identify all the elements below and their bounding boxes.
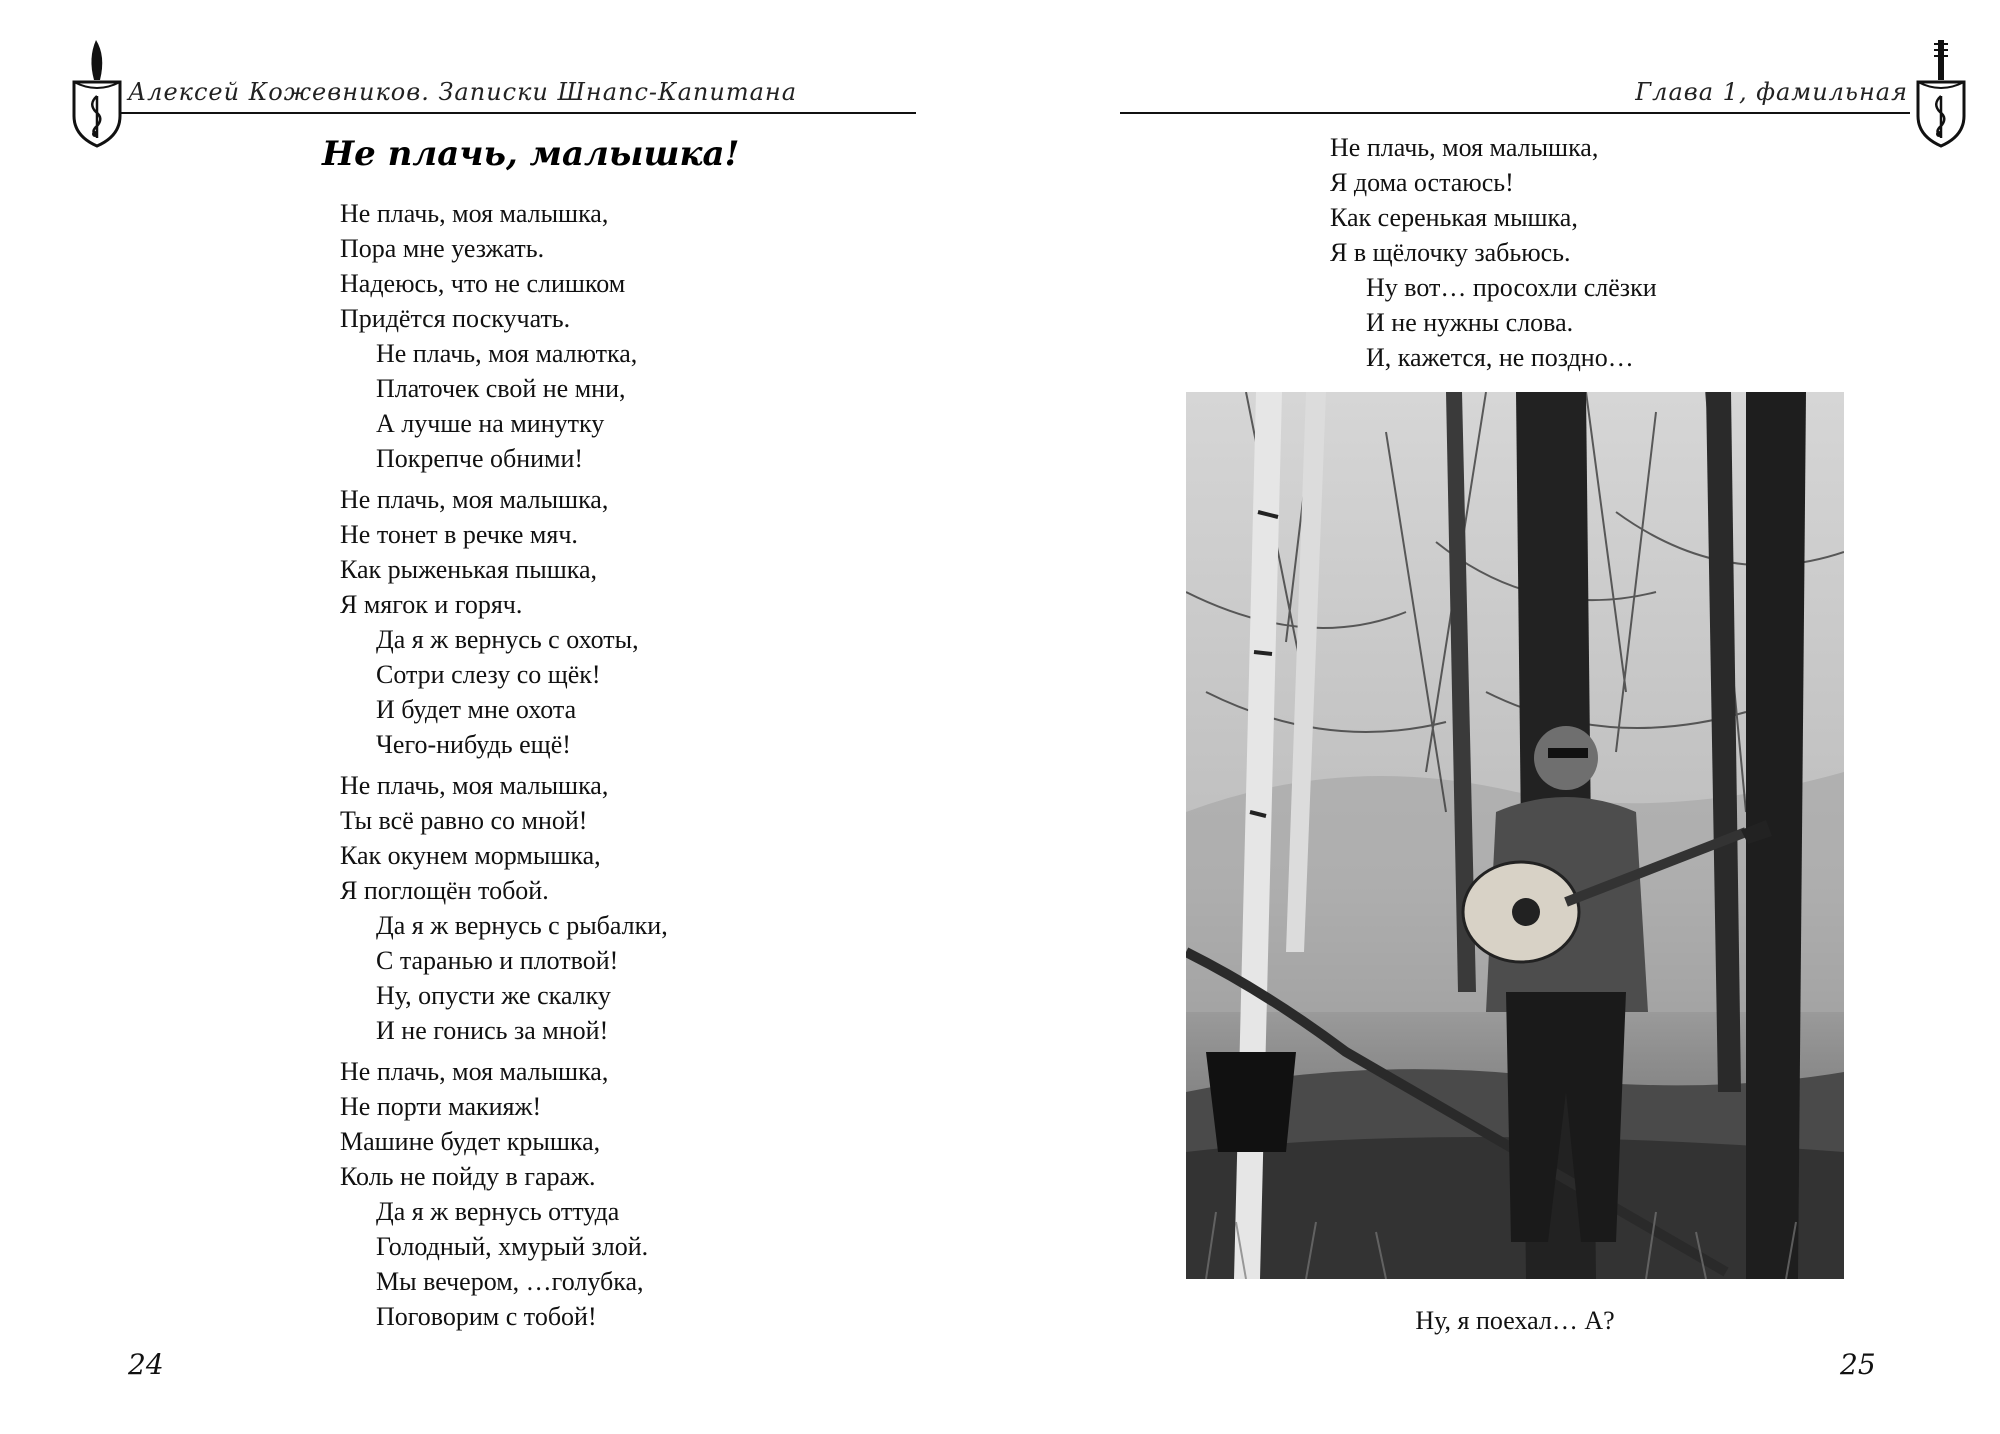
poem-line: Надеюсь, что не слишком xyxy=(340,269,626,298)
running-header: Алексей Кожевников. Записки Шнапс-Капитана xyxy=(128,78,797,106)
guitar-treble-clef-shield-icon xyxy=(66,38,128,150)
poem-line: А лучше на минутку xyxy=(376,409,605,438)
poem-line: Как рыженькая пышка, xyxy=(340,555,597,584)
poem-line: Я дома остаюсь! xyxy=(1330,168,1514,197)
poem-line: Чего-нибудь ещё! xyxy=(376,730,571,759)
running-header: Глава 1, фамильная xyxy=(1635,78,1908,106)
poem-line: Ну вот… просохли слёзки xyxy=(1366,273,1657,302)
poem-line: И будет мне охота xyxy=(376,695,577,724)
poem-line: Да я ж вернусь с охоты, xyxy=(376,625,639,654)
poem-line: Не плачь, моя малышка, xyxy=(340,771,609,800)
poem-line: Мы вечером, …голубка, xyxy=(376,1267,644,1296)
stanza xyxy=(340,768,668,1048)
page-number: 24 xyxy=(128,1348,164,1381)
poem-line: Как окунем мормышка, xyxy=(340,841,601,870)
poem-line: И не нужны слова. xyxy=(1366,308,1574,337)
right-page xyxy=(1000,0,2000,1434)
poem-line: С таранью и плотвой! xyxy=(376,946,619,975)
poem-final-stanza xyxy=(1330,130,1657,375)
poem-line: Я мягок и горяч. xyxy=(340,590,523,619)
poem-line: Пора мне уезжать. xyxy=(340,234,545,263)
poem-line: Я поглощён тобой. xyxy=(340,876,549,905)
poem-line: Сотри слезу со щёк! xyxy=(376,660,601,689)
stanza xyxy=(340,482,639,762)
poem-line: Покрепче обними! xyxy=(376,444,584,473)
poem-line: Не плачь, моя малютка, xyxy=(376,339,638,368)
poem-line: Платочек свой не мни, xyxy=(376,374,626,403)
page-number: 25 xyxy=(1840,1348,1876,1381)
poem-line: Ну, опусти же скалку xyxy=(376,981,611,1010)
poem-line: Ты всё равно со мной! xyxy=(340,806,588,835)
poem-line: Голодный, хмурый злой. xyxy=(376,1232,649,1261)
poem-line: И, кажется, не поздно… xyxy=(1366,343,1634,372)
poem-line: Я в щёлочку забьюсь. xyxy=(1330,238,1571,267)
poem-line: И не гонись за мной! xyxy=(376,1016,609,1045)
poem-line: Не плачь, моя малышка, xyxy=(340,1057,609,1086)
poem-line: Да я ж вернусь с рыбалки, xyxy=(376,911,668,940)
stanza xyxy=(340,1054,648,1334)
poem-line: Коль не пойду в гараж. xyxy=(340,1162,596,1191)
poem-line: Не плачь, моя малышка, xyxy=(340,199,609,228)
poem-line: Не порти макияж! xyxy=(340,1092,542,1121)
man-with-guitar-in-forest-photo xyxy=(1186,392,1844,1279)
poem-line: Поговорим с тобой! xyxy=(376,1302,597,1331)
poem-line: Не тонет в речке мяч. xyxy=(340,520,578,549)
poem-line: Как серенькая мышка, xyxy=(1330,203,1578,232)
poem-line: Не плачь, моя малышка, xyxy=(340,485,609,514)
guitar-treble-clef-shield-icon xyxy=(1910,38,1972,150)
poem-line: Машине будет крышка, xyxy=(340,1127,601,1156)
header-rule xyxy=(1120,112,1910,114)
photo-caption: Ну, я поехал… А? xyxy=(1415,1306,1615,1335)
poem-line: Да я ж вернусь оттуда xyxy=(376,1197,620,1226)
song-title: Не плачь, малышка! xyxy=(322,134,740,174)
header-rule xyxy=(120,112,916,114)
stanza xyxy=(340,196,637,476)
photo-illustration xyxy=(1186,392,1844,1279)
poem-line: Не плачь, моя малышка, xyxy=(1330,133,1599,162)
poem-line: Придётся поскучать. xyxy=(340,304,571,333)
